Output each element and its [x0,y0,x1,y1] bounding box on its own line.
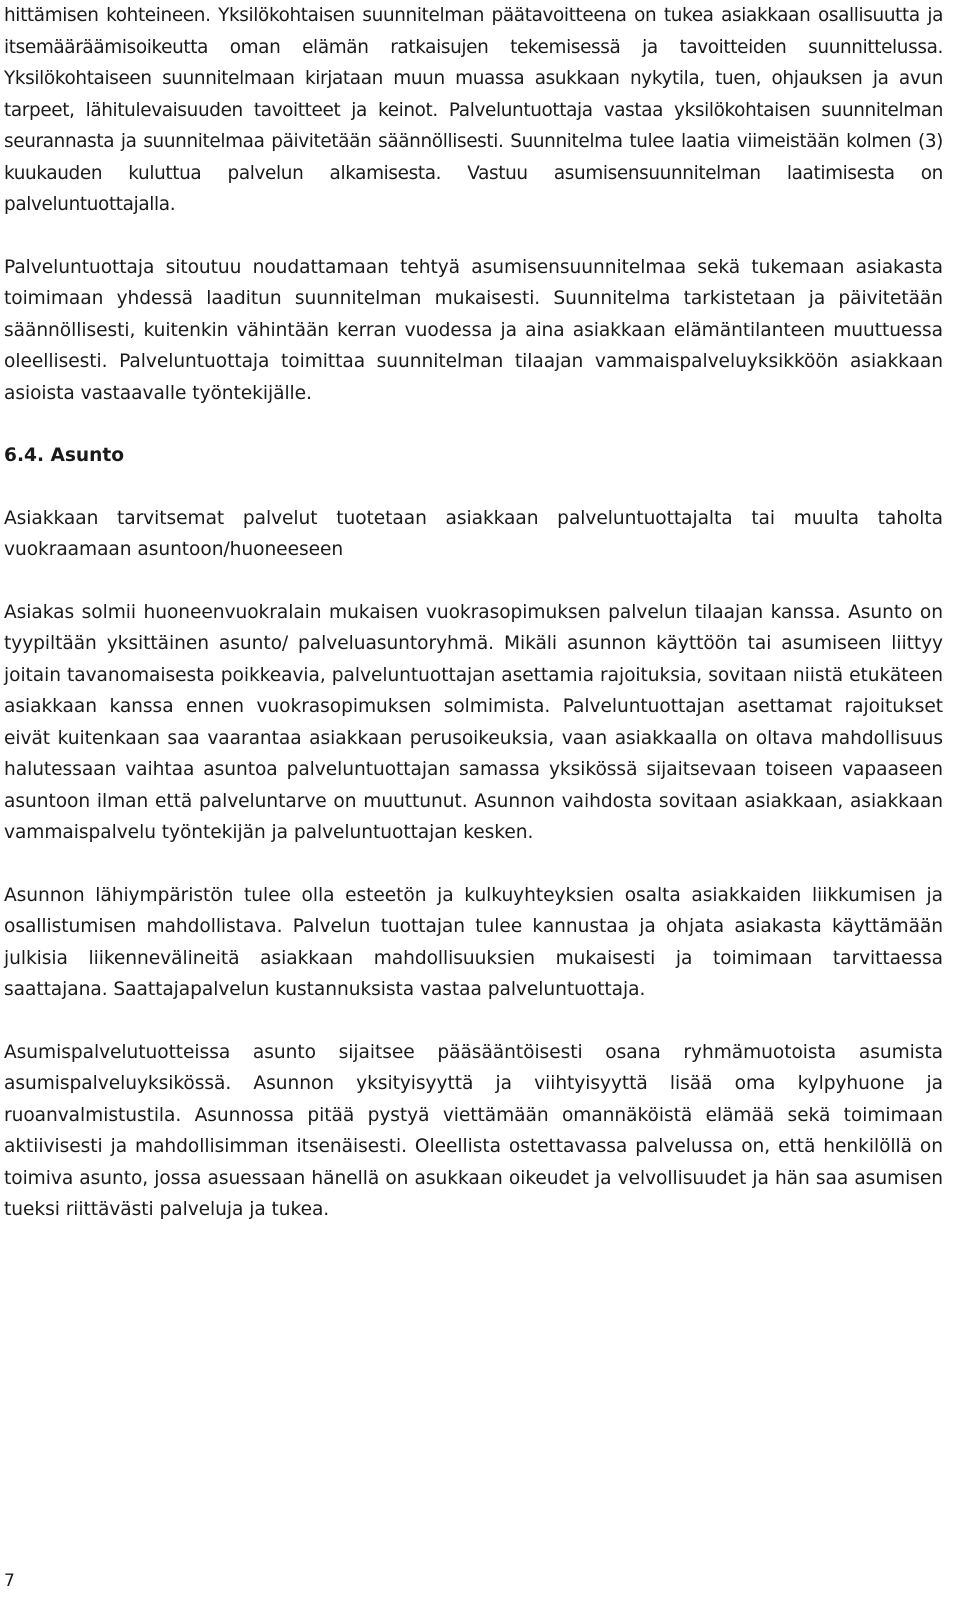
paragraph-services-location: Asiakkaan tarvitsemat palvelut tuotetaan asiakkaan palveluntuottajalta tai muulta taholta vuokraamaan asuntoon/huoneeseen [4,507,943,560]
paragraph-accessibility: Asunnon lähiympäristön tulee olla esteetön ja kulkuyhteyksien osalta asiakkaiden liikkumisen ja osallistumisen mahdollistava. Palvelun tuottajan tulee kannustaa ja ohjata asiakasta käyttämään julkisia liikennevälineitä asiakkaan mahdollisuuksien mukaisesti ja toimimaan tarvittaessa saattajana. Saattajapalvelun kustannuksista vastaa palveluntuottaja. [4,884,943,1000]
paragraph-housing-products: Asumispalvelutuotteissa asunto sijaitsee pääsääntöisesti osana ryhmämuotoista asumista asumispalveluyksikössä. Asunnon yksityisyyttä ja viihtyisyyttä lisää oma kylpyhuone ja ruoanvalmistustila. Asunnossa pitää pystyä viettämään omannäköistä elämää sekä toimimaan aktiivisesti ja mahdollisimman itsenäisesti. Oleellista ostettavassa palvelussa on, että henkilöllä on toimiva asunto, jossa asuessaan hänellä on asukkaan oikeudet ja velvollisuudet ja hän saa asumisen tueksi riittävästi palveluja ja tukea. [4,1041,943,1220]
paragraph-lease-agreement: Asiakas solmii huoneenvuokralain mukaisen vuokrasopimuksen palvelun tilaajan kanssa. Asunto on tyypiltään yksittäinen asunto/ palveluasuntoryhmä. Mikäli asunnon käyttöön tai asumiseen liittyy joitain tavanomaisesta poikkeavia, palveluntuottajan asettamia rajoituksia, sovitaan niistä etukäteen asiakkaan kanssa ennen vuokrasopimuksen solmimista. Palveluntuottajan asettamat rajoitukset eivät kuitenkaan saa vaarantaa asiakkaan perusoikeuksia, vaan asiakkaalla on oltava mahdollisuus halutessaan vaihtaa asuntoa palveluntuottajan samassa yksikössä sijaitsevaan toiseen vapaaseen asuntoon ilman että palveluntarve on muuttunut. Asunnon vaihdosta sovitaan asiakkaan, asiakkaan vammaispalvelu työntekijän ja palveluntuottajan kesken. [4,601,943,843]
paragraph-plan-commitment: Palveluntuottaja sitoutuu noudattamaan tehtyä asumisensuunnitelmaa sekä tukemaan asiakasta toimimaan yhdessä laaditun suunnitelman mukaisesti. Suunnitelma tarkistetaan ja päivitetään säännöllisesti, kuitenkin vähintään kerran vuodessa ja aina asiakkaan elämäntilanteen muuttuessa oleellisesti. Palveluntuottaja toimittaa suunnitelman tilaajan vammaispalveluyksikköön asiakkaan asioista vastaavalle työntekijälle. [4,256,943,404]
section-heading-asunto: 6.4. Asunto [4,445,125,466]
page-number: 7 [4,1571,15,1591]
paragraph-individual-plan: hittämisen kohteineen. Yksilökohtaisen suunnitelman päätavoitteena on tukea asiakkaan osallisuutta ja itsemääräämisoikeutta oman elämän ratkaisujen tekemisessä ja tavoitteiden suunnittelussa. Yksilökohtaiseen suunnitelmaan kirjataan muun muassa asukkaan nykytila, tuen, ohjauksen ja avun tarpeet, lähitulevaisuuden tavoitteet ja keinot. Palveluntuottaja vastaa yksilökohtaisen suunnitelman seurannasta ja suunnitelmaa päivitetään säännöllisesti. Suunnitelma tulee laatia viimeistään kolmen (3) kuukauden kuluttua palvelun alkamisesta. Vastuu asumisensuunnitelman laatimisesta on palveluntuottajalla. [4,5,943,215]
